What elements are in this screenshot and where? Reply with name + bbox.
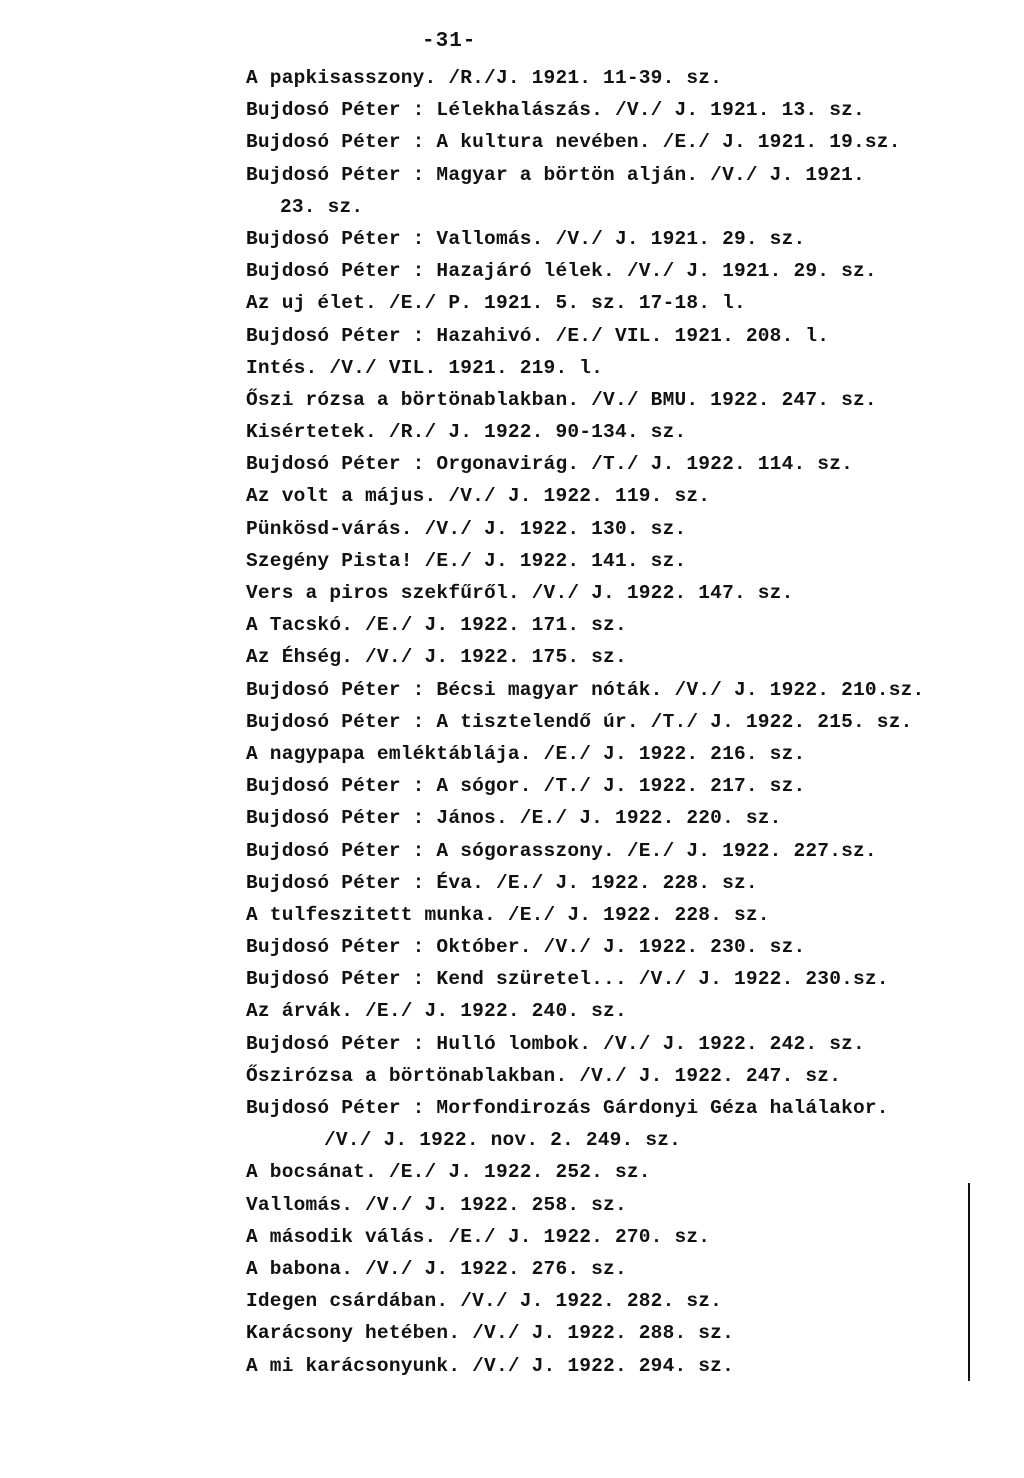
bibliography-entry: Bujdosó Péter : Kend szüretel... /V./ J. 1922. 230.sz. xyxy=(246,968,889,991)
bibliography-entry-continuation: 23. sz. xyxy=(280,195,364,218)
bibliography-entry: Szegény Pista! /E./ J. 1922. 141. sz. xyxy=(246,549,687,572)
bibliography-entry: Bujdosó Péter : Bécsi magyar nóták. /V./ J. 1922. 210.sz. xyxy=(246,678,925,701)
page-number: -31- xyxy=(422,30,477,53)
bibliography-entry: Bujdosó Péter : Morfondirozás Gárdonyi Géza halálakor. xyxy=(246,1097,889,1119)
bibliography-entry: Bujdosó Péter : A tisztelendő úr. /T./ J. 1922. 215. sz. xyxy=(246,710,913,733)
bibliography-entry: Vers a piros szekfűről. /V./ J. 1922. 147. sz. xyxy=(246,582,794,604)
bibliography-entry: Bujdosó Péter : Orgonavirág. /T./ J. 1922. 114. sz. xyxy=(246,453,853,476)
bibliography-entry: Vallomás. /V./ J. 1922. 258. sz. xyxy=(246,1193,627,1216)
bibliography-entry: Karácsony hetében. /V./ J. 1922. 288. sz. xyxy=(246,1322,734,1345)
bibliography-entry: Pünkösd-várás. /V./ J. 1922. 130. sz. xyxy=(246,517,687,540)
bibliography-entry: A papkisasszony. /R./J. 1921. 11-39. sz. xyxy=(246,67,723,89)
bibliography-entry: Idegen csárdában. /V./ J. 1922. 282. sz. xyxy=(246,1290,723,1313)
bibliography-entry: Bujdosó Péter : Hulló lombok. /V./ J. 1922. 242. sz. xyxy=(246,1032,865,1055)
bibliography-entry: Bujdosó Péter : A sógor. /T./ J. 1922. 217. sz. xyxy=(246,775,806,798)
bibliography-entry: Őszi rózsa a börtönablakban. /V./ BMU. 1922. 247. sz. xyxy=(246,388,877,411)
bibliography-entry: A második válás. /E./ J. 1922. 270. sz. xyxy=(246,1225,711,1248)
bibliography-entry: Bujdosó Péter : Október. /V./ J. 1922. 230. sz. xyxy=(246,936,806,959)
bibliography-entry: Bujdosó Péter : A sógorasszony. /E./ J. 1922. 227.sz. xyxy=(246,839,877,862)
bibliography-entry: A mi karácsonyunk. /V./ J. 1922. 294. sz. xyxy=(246,1354,734,1377)
margin-line xyxy=(968,1183,970,1381)
bibliography-entry: Bujdosó Péter : Lélekhalászás. /V./ J. 1921. 13. sz. xyxy=(246,99,865,122)
bibliography-entry: A nagypapa emléktáblája. /E./ J. 1922. 216. sz. xyxy=(246,742,806,765)
bibliography-entry: Bujdosó Péter : Hazajáró lélek. /V./ J. 1921. 29. sz. xyxy=(246,260,877,283)
bibliography-entry: A bocsánat. /E./ J. 1922. 252. sz. xyxy=(246,1161,651,1184)
bibliography-entry-continuation: /V./ J. 1922. nov. 2. 249. sz. xyxy=(324,1129,682,1152)
bibliography-entry: Bujdosó Péter : János. /E./ J. 1922. 220. sz. xyxy=(246,807,782,830)
bibliography-entry: Az volt a május. /V./ J. 1922. 119. sz. xyxy=(246,485,711,508)
bibliography-entry: Intés. /V./ VIL. 1921. 219. l. xyxy=(246,356,604,379)
bibliography-entry: Bujdosó Péter : A kultura nevében. /E./ J. 1921. 19.sz. xyxy=(246,131,901,154)
bibliography-entry: Bujdosó Péter : Magyar a börtön alján. /V./ J. 1921. xyxy=(246,163,865,186)
bibliography-entry: Őszirózsa a börtönablakban. /V./ J. 1922. 247. sz. xyxy=(246,1064,842,1087)
bibliography-entry: Az árvák. /E./ J. 1922. 240. sz. xyxy=(246,1000,627,1023)
bibliography-entry: Bujdosó Péter : Hazahivó. /E./ VIL. 1921. 208. l. xyxy=(246,324,830,347)
bibliography-entry: A babona. /V./ J. 1922. 276. sz. xyxy=(246,1257,627,1280)
bibliography-entry: Bujdosó Péter : Vallomás. /V./ J. 1921. 29. sz. xyxy=(246,227,806,250)
bibliography-entry: A Tacskó. /E./ J. 1922. 171. sz. xyxy=(246,614,627,637)
bibliography-entry: Az Éhség. /V./ J. 1922. 175. sz. xyxy=(246,646,627,669)
bibliography-entry: A tulfeszitett munka. /E./ J. 1922. 228. sz. xyxy=(246,903,770,926)
bibliography-entry: Kisértetek. /R./ J. 1922. 90-134. sz. xyxy=(246,421,687,444)
bibliography-list xyxy=(246,62,986,1382)
bibliography-entry: Az uj élet. /E./ P. 1921. 5. sz. 17-18. l. xyxy=(246,292,746,315)
bibliography-entry: Bujdosó Péter : Éva. /E./ J. 1922. 228. sz. xyxy=(246,871,758,894)
